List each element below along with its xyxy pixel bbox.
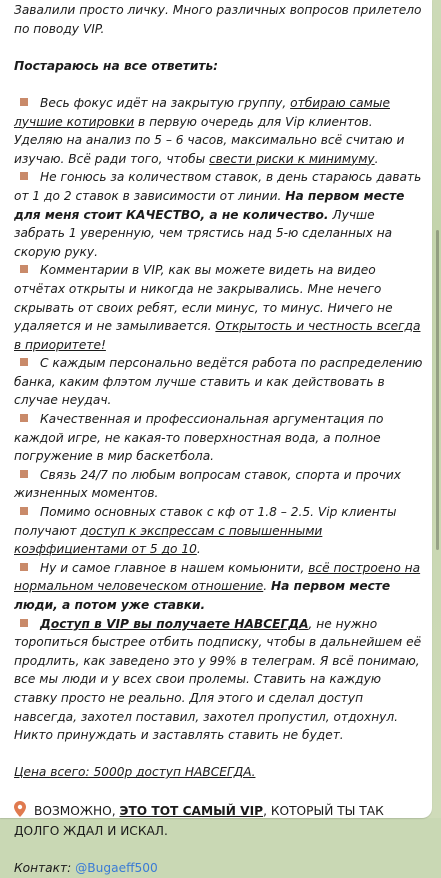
bullet-item: Комментарии в VIP, как вы можете видеть на видео отчётах открыты и никогда не закрывались. Мне нечего скрывать от своих ребят, если минус, то минус. Ничего не удаляется и не замыливается. Открытость и честность всегда в приоритете!: [14, 263, 421, 352]
bullet-item: Ну и самое главное в нашем комьюнити, всё построено на нормальном человеческом отношение. На первом месте люди, а потом уже ставки.: [14, 560, 421, 612]
bullet-item: Связь 24/7 по любым вопросам ставок, спорта и прочих жизненных моментов.: [14, 467, 402, 501]
contact-label: Контакт:: [14, 861, 72, 876]
location-pin-icon: [14, 801, 28, 823]
square-bullet-icon: [20, 414, 28, 422]
bullet-item: Помимо основных ставок с кф от 1.8 – 2.5. Vip клиенты получают доступ к экспрессам с повышенными коэффициентами от 5 до 10.: [14, 505, 397, 557]
intro-text: Завалили просто личку. Много различных вопросов прилетело по поводу VIP.: [14, 3, 422, 36]
price-text: Цена всего: 5000р доступ НАВСЕГДА.: [14, 765, 256, 780]
bullet-item: С каждым персонально ведётся работа по распределению банка, каким флэтом лучше ставить и как действовать в случае неудач.: [14, 356, 423, 408]
bullet-item: Доступ в VIP вы получаете НАВСЕГДА, не нужно торопиться быстрее отбить подписку, чтобы в дальнейшем её продлить, как заведено это у 99% в телеграм. Я всё понимаю, все мы люди и у всех свои пролемы. Ставить на каждую ставку просто не реально. Для этого и сделал доступ навсегда, захотел поставил, захотел пропустил, отдохнул. Никто принуждать и заставлять ставить не будет.: [14, 616, 422, 743]
bullet-item: Не гонюсь за количеством ставок, в день стараюсь давать от 1 до 2 ставок в зависимости от линии. На первом месте для меня стоит КАЧЕСТВО, а не количество. Лучше забрать 1 уверенную, чем трястись над 5-ю сделанных на скорую руку.: [14, 170, 422, 259]
square-bullet-icon: [20, 563, 28, 571]
square-bullet-icon: [20, 470, 28, 478]
bullet-item: Весь фокус идёт на закрытую группу, отбираю самые лучшие котировки в первую очередь для Vip клиентов. Уделяю на анализ по 5 – 6 часов, максимально всё считаю и изучаю. Всё ради того, чтобы свести риски к минимуму.: [14, 95, 405, 166]
closing-text: ВОЗМОЖНО, ЭТО ТОТ САМЫЙ VIP, КОТОРЫЙ ТЫ ТАК ДОЛГО ЖДАЛ И ИСКАЛ.: [14, 801, 424, 841]
contact-link[interactable]: @Bugaeff500: [75, 861, 158, 876]
square-bullet-icon: [20, 98, 28, 106]
scrollbar[interactable]: [436, 230, 439, 550]
message-text: [14, 1, 424, 878]
square-bullet-icon: [20, 507, 28, 515]
contact-line: [14, 859, 424, 878]
square-bullet-icon: [20, 358, 28, 366]
square-bullet-icon: [20, 265, 28, 273]
square-bullet-icon: [20, 172, 28, 180]
heading-text: Постараюсь на все ответить:: [14, 58, 219, 73]
square-bullet-icon: [20, 619, 28, 627]
bullet-item: Качественная и профессиональная аргументация по каждой игре, не какая-то поверхностная вода, а полное погружение в мир баскетбола.: [14, 412, 384, 464]
